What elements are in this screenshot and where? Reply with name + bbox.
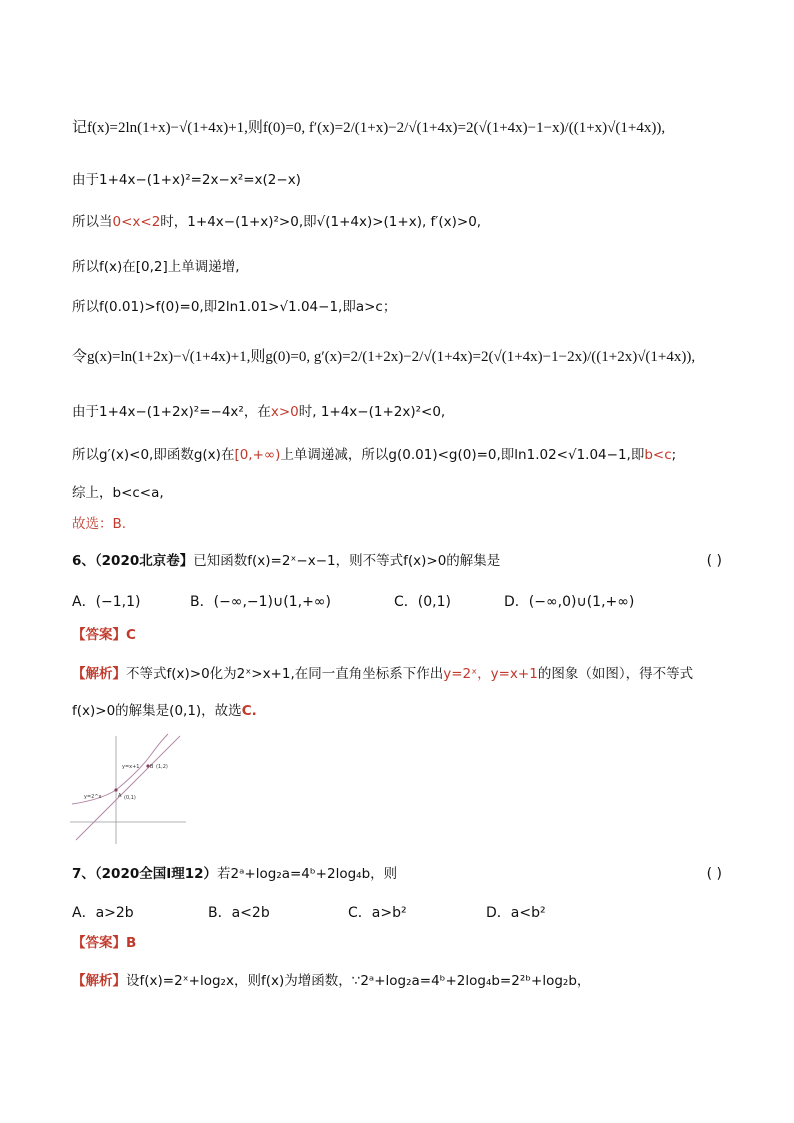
question-6-source: （2020北京卷】: [94, 553, 194, 569]
question-6-analysis-choice: C.: [241, 703, 257, 719]
label-line: y=x+1: [122, 764, 140, 770]
label-point-a: A: [118, 793, 122, 799]
question-6-option-d: D．(−∞,0)∪(1,+∞): [504, 594, 635, 610]
solution-line-7-a: 由于1+4x−(1+2x)²=−4x²，在: [72, 404, 271, 420]
question-6-analysis-2a: f(x)>0的解集是(0,1)，故选: [72, 703, 242, 719]
question-6-option-a: A．(−1,1): [72, 594, 141, 610]
question-7-stem: [72, 864, 734, 884]
question-7-analysis-tag: 【解析】: [72, 973, 126, 989]
solution-line-3-condition: 0<x<2: [112, 214, 161, 230]
solution-line-3-a: 所以当: [72, 214, 113, 230]
question-7-text: 若2ᵃ+log₂a=4ᵇ+2log₄b，则: [217, 866, 398, 882]
question-6-analysis-functions: y=2ˣ，y=x+1: [443, 666, 538, 682]
solution-line-2: 由于1+4x−(1+x)²=2x−x²=x(2−x): [72, 172, 301, 188]
solution-line-3-b: 时，1+4x−(1+x)²>0,即√(1+4x)>(1+x), f′(x)>0,: [160, 214, 482, 230]
label-exp: y=2^x: [84, 794, 102, 800]
solution-line-8: [72, 445, 734, 465]
solution-line-5: 所以f(0.01)>f(0)=0,即2ln1.01>√1.04−1,即a>c；: [72, 299, 397, 315]
question-6-number: 6、: [72, 553, 95, 569]
question-6-option-b: B．(−∞,−1)∪(1,+∞): [190, 594, 331, 610]
question-7-answer-tag: 【答案】: [72, 935, 126, 951]
question-7-answer-blank: ( ): [706, 866, 722, 882]
solution-line-3: [72, 212, 734, 232]
solution-line-8-b: 上单调递减，所以g(0.01)<g(0)=0,即ln1.02<√1.04−1,即: [280, 447, 645, 463]
question-7-analysis-text: 设f(x)=2ˣ+log₂x，则f(x)为增函数，∵2ᵃ+log₂a=4ᵇ+2log₄b=2²ᵇ+log₂b，: [126, 973, 591, 989]
question-6-analysis-line-1: [72, 664, 734, 684]
point-a-marker: [114, 788, 117, 791]
function-graph: [70, 732, 186, 844]
solution-line-8-result: b<c: [644, 447, 672, 463]
question-7-answer-value: B: [126, 935, 137, 951]
question-7-option-b: B．a<2b: [208, 905, 270, 921]
question-6-answer-blank: ( ): [706, 553, 722, 569]
question-6-answer: [72, 625, 734, 645]
question-7-option-c: C．a>b²: [348, 905, 407, 921]
question-6-option-c: C．(0,1): [394, 594, 451, 610]
label-point-b-coord: (1,2): [156, 764, 168, 770]
question-6-analysis-tag: 【解析】: [72, 666, 126, 682]
solution-line-8-end: ;: [671, 447, 677, 463]
question-7-option-a: A．a>2b: [72, 905, 134, 921]
solution-line-9: 综上，b<c<a,: [72, 485, 164, 501]
question-7-answer: [72, 933, 734, 953]
solution-line-1: 记f(x)=2ln(1+x)−√(1+4x)+1,则f(0)=0, f′(x)=2/(1+x)−2/√(1+4x)=2(√(1+4x)−1−x)/((1+x)√(1+4x)),: [72, 120, 666, 136]
linear-line: [76, 736, 180, 840]
question-7-analysis: [72, 971, 734, 991]
solution-line-8-a: 所以g′(x)<0,即函数g(x)在: [72, 447, 235, 463]
label-point-a-coord: (0,1): [124, 795, 136, 801]
solution-line-7-condition: x>0: [270, 404, 299, 420]
label-point-b: B: [150, 764, 154, 770]
question-6-answer-tag: 【答案】: [72, 627, 126, 643]
question-7-option-d: D．a<b²: [486, 905, 546, 921]
question-6-analysis-1a: 不等式f(x)>0化为2ˣ>x+1,在同一直角坐标系下作出: [126, 666, 444, 682]
question-6-stem: [72, 551, 734, 571]
question-7-number: 7、: [72, 866, 95, 882]
question-6-answer-value: C: [126, 627, 136, 643]
solution-line-6: 令g(x)=ln(1+2x)−√(1+4x)+1,则g(0)=0, g′(x)=2/(1+2x)−2/√(1+4x)=2(√(1+4x)−1−2x)/((1+2x)√(1+4x)),: [72, 349, 696, 365]
solution-line-7-b: 时, 1+4x−(1+2x)²<0,: [298, 404, 446, 420]
question-6-analysis-1c: 的图象（如图），得不等式: [537, 666, 694, 682]
question-6-analysis-line-2: [72, 701, 734, 721]
solution-line-10: 故选：B.: [72, 516, 127, 532]
solution-line-7: [72, 402, 734, 422]
question-6-text: 已知函数f(x)=2ˣ−x−1，则不等式f(x)>0的解集是: [193, 553, 501, 569]
solution-line-4: 所以f(x)在[0,2]上单调递增,: [72, 259, 240, 275]
question-7-source: （2020全国Ⅰ理12）: [94, 866, 218, 882]
solution-line-8-interval: [0,+∞): [234, 447, 281, 463]
